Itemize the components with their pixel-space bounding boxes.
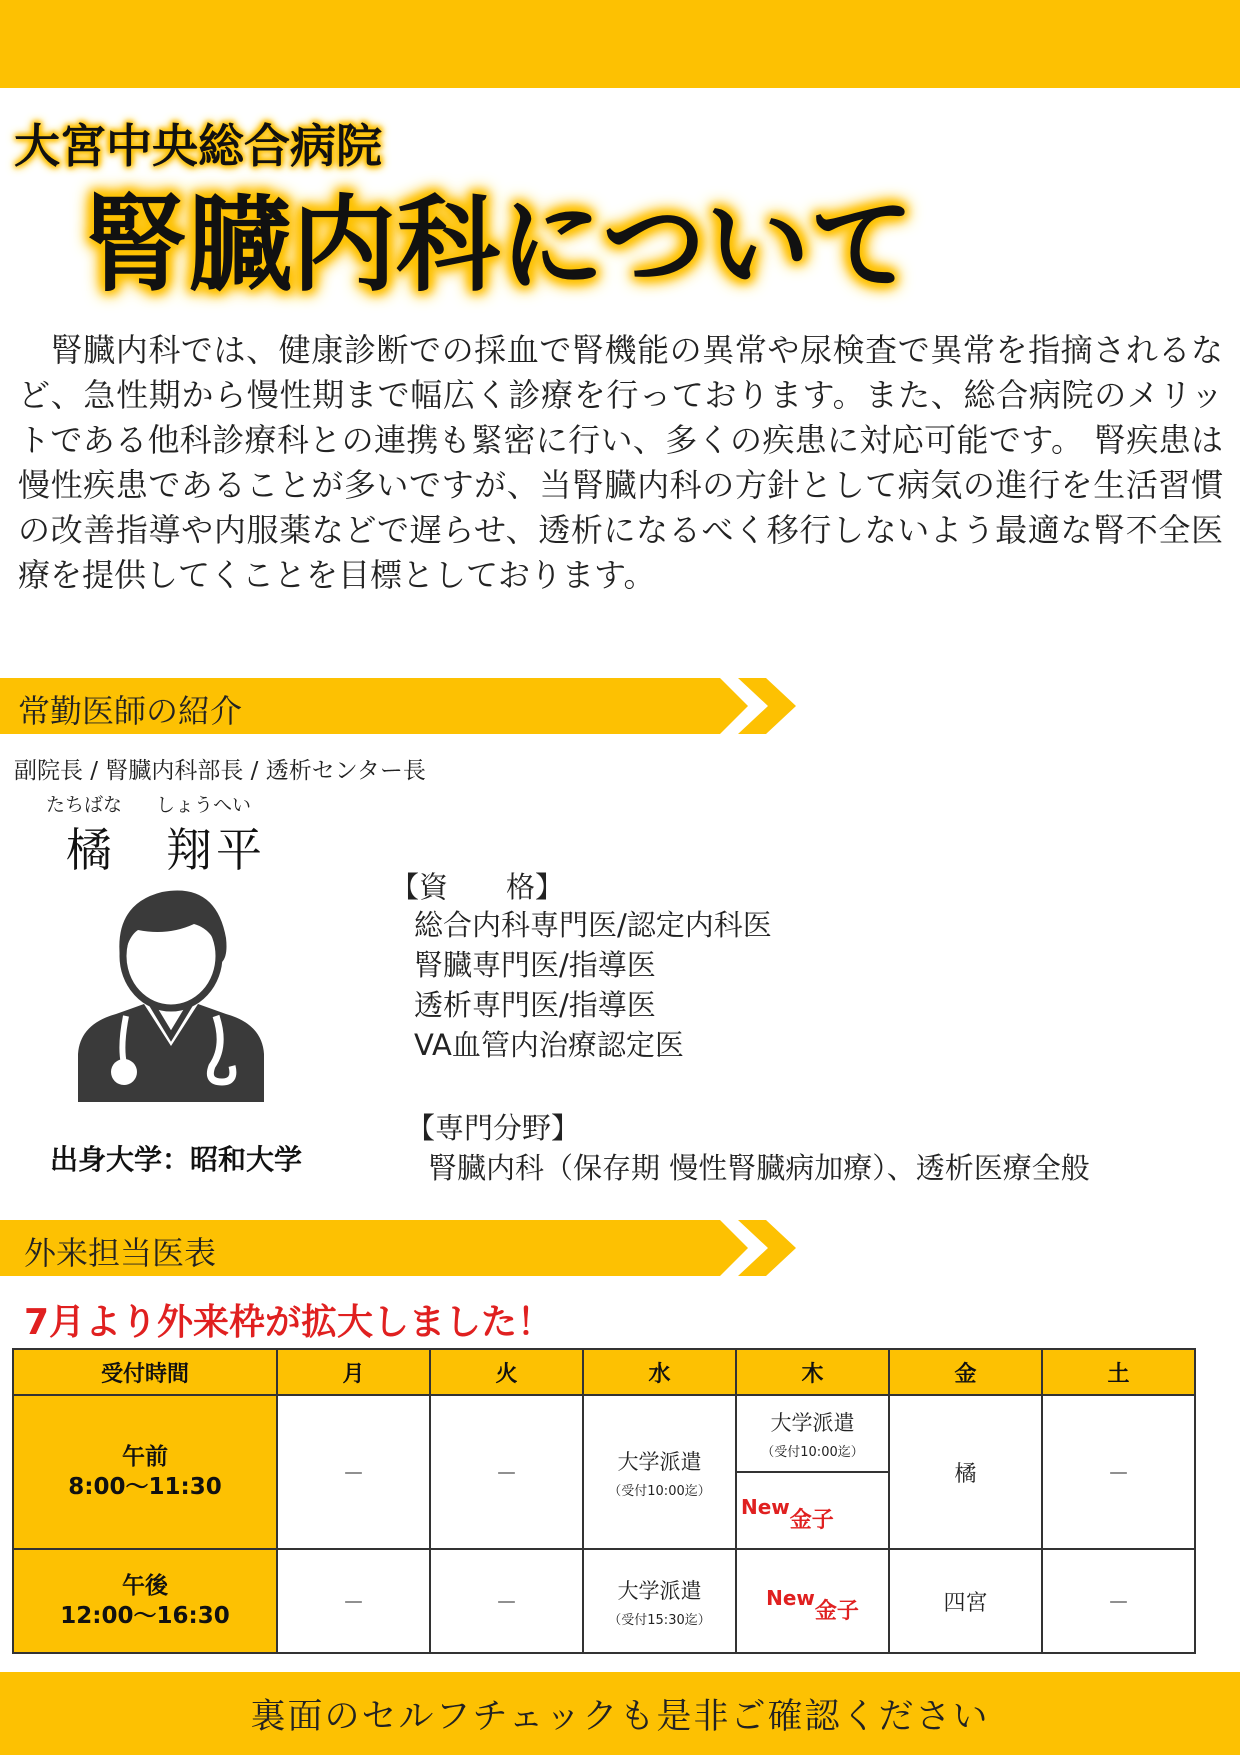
section-banner-doctors <box>0 678 800 734</box>
qualification-item: 腎臓専門医/指導医 <box>414 948 656 982</box>
ruby-family: たちばな <box>46 794 123 816</box>
time-cell-pm <box>13 1549 277 1653</box>
top-band <box>0 0 1240 88</box>
section-banner-schedule <box>0 1220 800 1276</box>
time-label: 午後 <box>122 1573 168 1599</box>
qualification-item: 透析専門医/指導医 <box>414 988 656 1022</box>
schedule-notice: 7月より外来枠が拡大しました！ <box>24 1302 554 1343</box>
doctor-avatar-icon <box>76 886 266 1102</box>
hospital-name: 大宮中央総合病院 <box>14 119 382 173</box>
footer-text: 裏面のセルフチェックも是非ご確認ください <box>250 1696 990 1737</box>
alma-mater: 出身大学：昭和大学 <box>50 1143 303 1176</box>
specialty-text: 腎臓内科（保存期 慢性腎臓病加療）、透析医療全般 <box>428 1151 1090 1185</box>
doctor-role: 副院長 / 腎臓内科部長 / 透析センター長 <box>14 758 426 784</box>
header-cell: 受付時間 <box>13 1349 277 1395</box>
table-row-am <box>13 1395 1195 1549</box>
cell-sat-am: － <box>1042 1395 1195 1549</box>
qualification-item: 総合内科専門医/認定内科医 <box>414 908 772 942</box>
dispatch-note: （受付10:00迄） <box>608 1483 711 1499</box>
thu-am-bottom <box>737 1471 888 1548</box>
cell-fri-pm: 四宮 <box>889 1549 1042 1653</box>
page-title: 腎臓内科について <box>84 184 914 306</box>
dispatch-label: 大学派遣 <box>770 1411 855 1435</box>
dispatch-note: （受付15:30迄） <box>608 1612 711 1628</box>
cell-mon-am: － <box>277 1395 430 1549</box>
ruby-given: しょうへい <box>156 794 252 816</box>
doctor-new-name: 金子 <box>814 1598 859 1624</box>
time-range: 12:00～16:30 <box>60 1603 230 1629</box>
section-title-schedule: 外来担当医表 <box>24 1234 217 1272</box>
header-cell: 火 <box>430 1349 583 1395</box>
section-title-doctors: 常勤医師の紹介 <box>18 692 243 730</box>
thu-am-top <box>737 1396 888 1471</box>
doctor-name-ruby <box>46 790 251 817</box>
cell-wed-am <box>583 1395 736 1549</box>
dispatch-label: 大学派遣 <box>617 1449 702 1474</box>
cell-fri-am: 橘 <box>889 1395 1042 1549</box>
cell-thu-am <box>736 1395 889 1549</box>
qualification-item: VA血管内治療認定医 <box>414 1028 684 1062</box>
header-cell: 月 <box>277 1349 430 1395</box>
qualifications-list <box>414 905 772 1065</box>
new-badge: New <box>766 1585 815 1610</box>
doctor-name: 橘 翔平 <box>66 823 266 877</box>
cell-sat-pm: － <box>1042 1549 1195 1653</box>
cell-mon-pm: － <box>277 1549 430 1653</box>
doctor-new-name: 金子 <box>789 1508 834 1533</box>
qualifications-heading: 【資 格】 <box>390 870 565 904</box>
time-label: 午前 <box>122 1444 168 1470</box>
new-badge: New <box>741 1495 790 1519</box>
specialty-heading: 【専門分野】 <box>406 1111 581 1145</box>
intro-text: 腎臓内科では、健康診断での採血で腎機能の異常や尿検査で異常を指摘されるなど、急性期から慢性期まで幅広く診療を行っております。また、総合病院のメリットである他科診療科との連携も緊密に行い、多くの疾患に対応可能です。 腎疾患は慢性疾患であることが多いですが、当腎臓内科の方針として病気の進行を生活習慣の改善指導や内服薬などで遅らせ、透析になるべく移行しないよう最適な腎不全医療を提供してくことを目標としております。 <box>18 331 1223 594</box>
dispatch-label: 大学派遣 <box>617 1578 702 1603</box>
schedule-table <box>12 1348 1196 1654</box>
cell-thu-pm <box>736 1549 889 1653</box>
dispatch-note: （受付10:00迄） <box>761 1445 864 1460</box>
cell-wed-pm <box>583 1549 736 1653</box>
cell-tue-pm: － <box>430 1549 583 1653</box>
header-cell: 土 <box>1042 1349 1195 1395</box>
table-header-row <box>13 1349 1195 1395</box>
header-cell: 木 <box>736 1349 889 1395</box>
table-row-pm <box>13 1549 1195 1653</box>
time-range: 8:00～11:30 <box>68 1474 222 1500</box>
time-cell-am <box>13 1395 277 1549</box>
header-cell: 金 <box>889 1349 1042 1395</box>
header-cell: 水 <box>583 1349 736 1395</box>
footer-band <box>0 1672 1240 1755</box>
cell-tue-am: － <box>430 1395 583 1549</box>
